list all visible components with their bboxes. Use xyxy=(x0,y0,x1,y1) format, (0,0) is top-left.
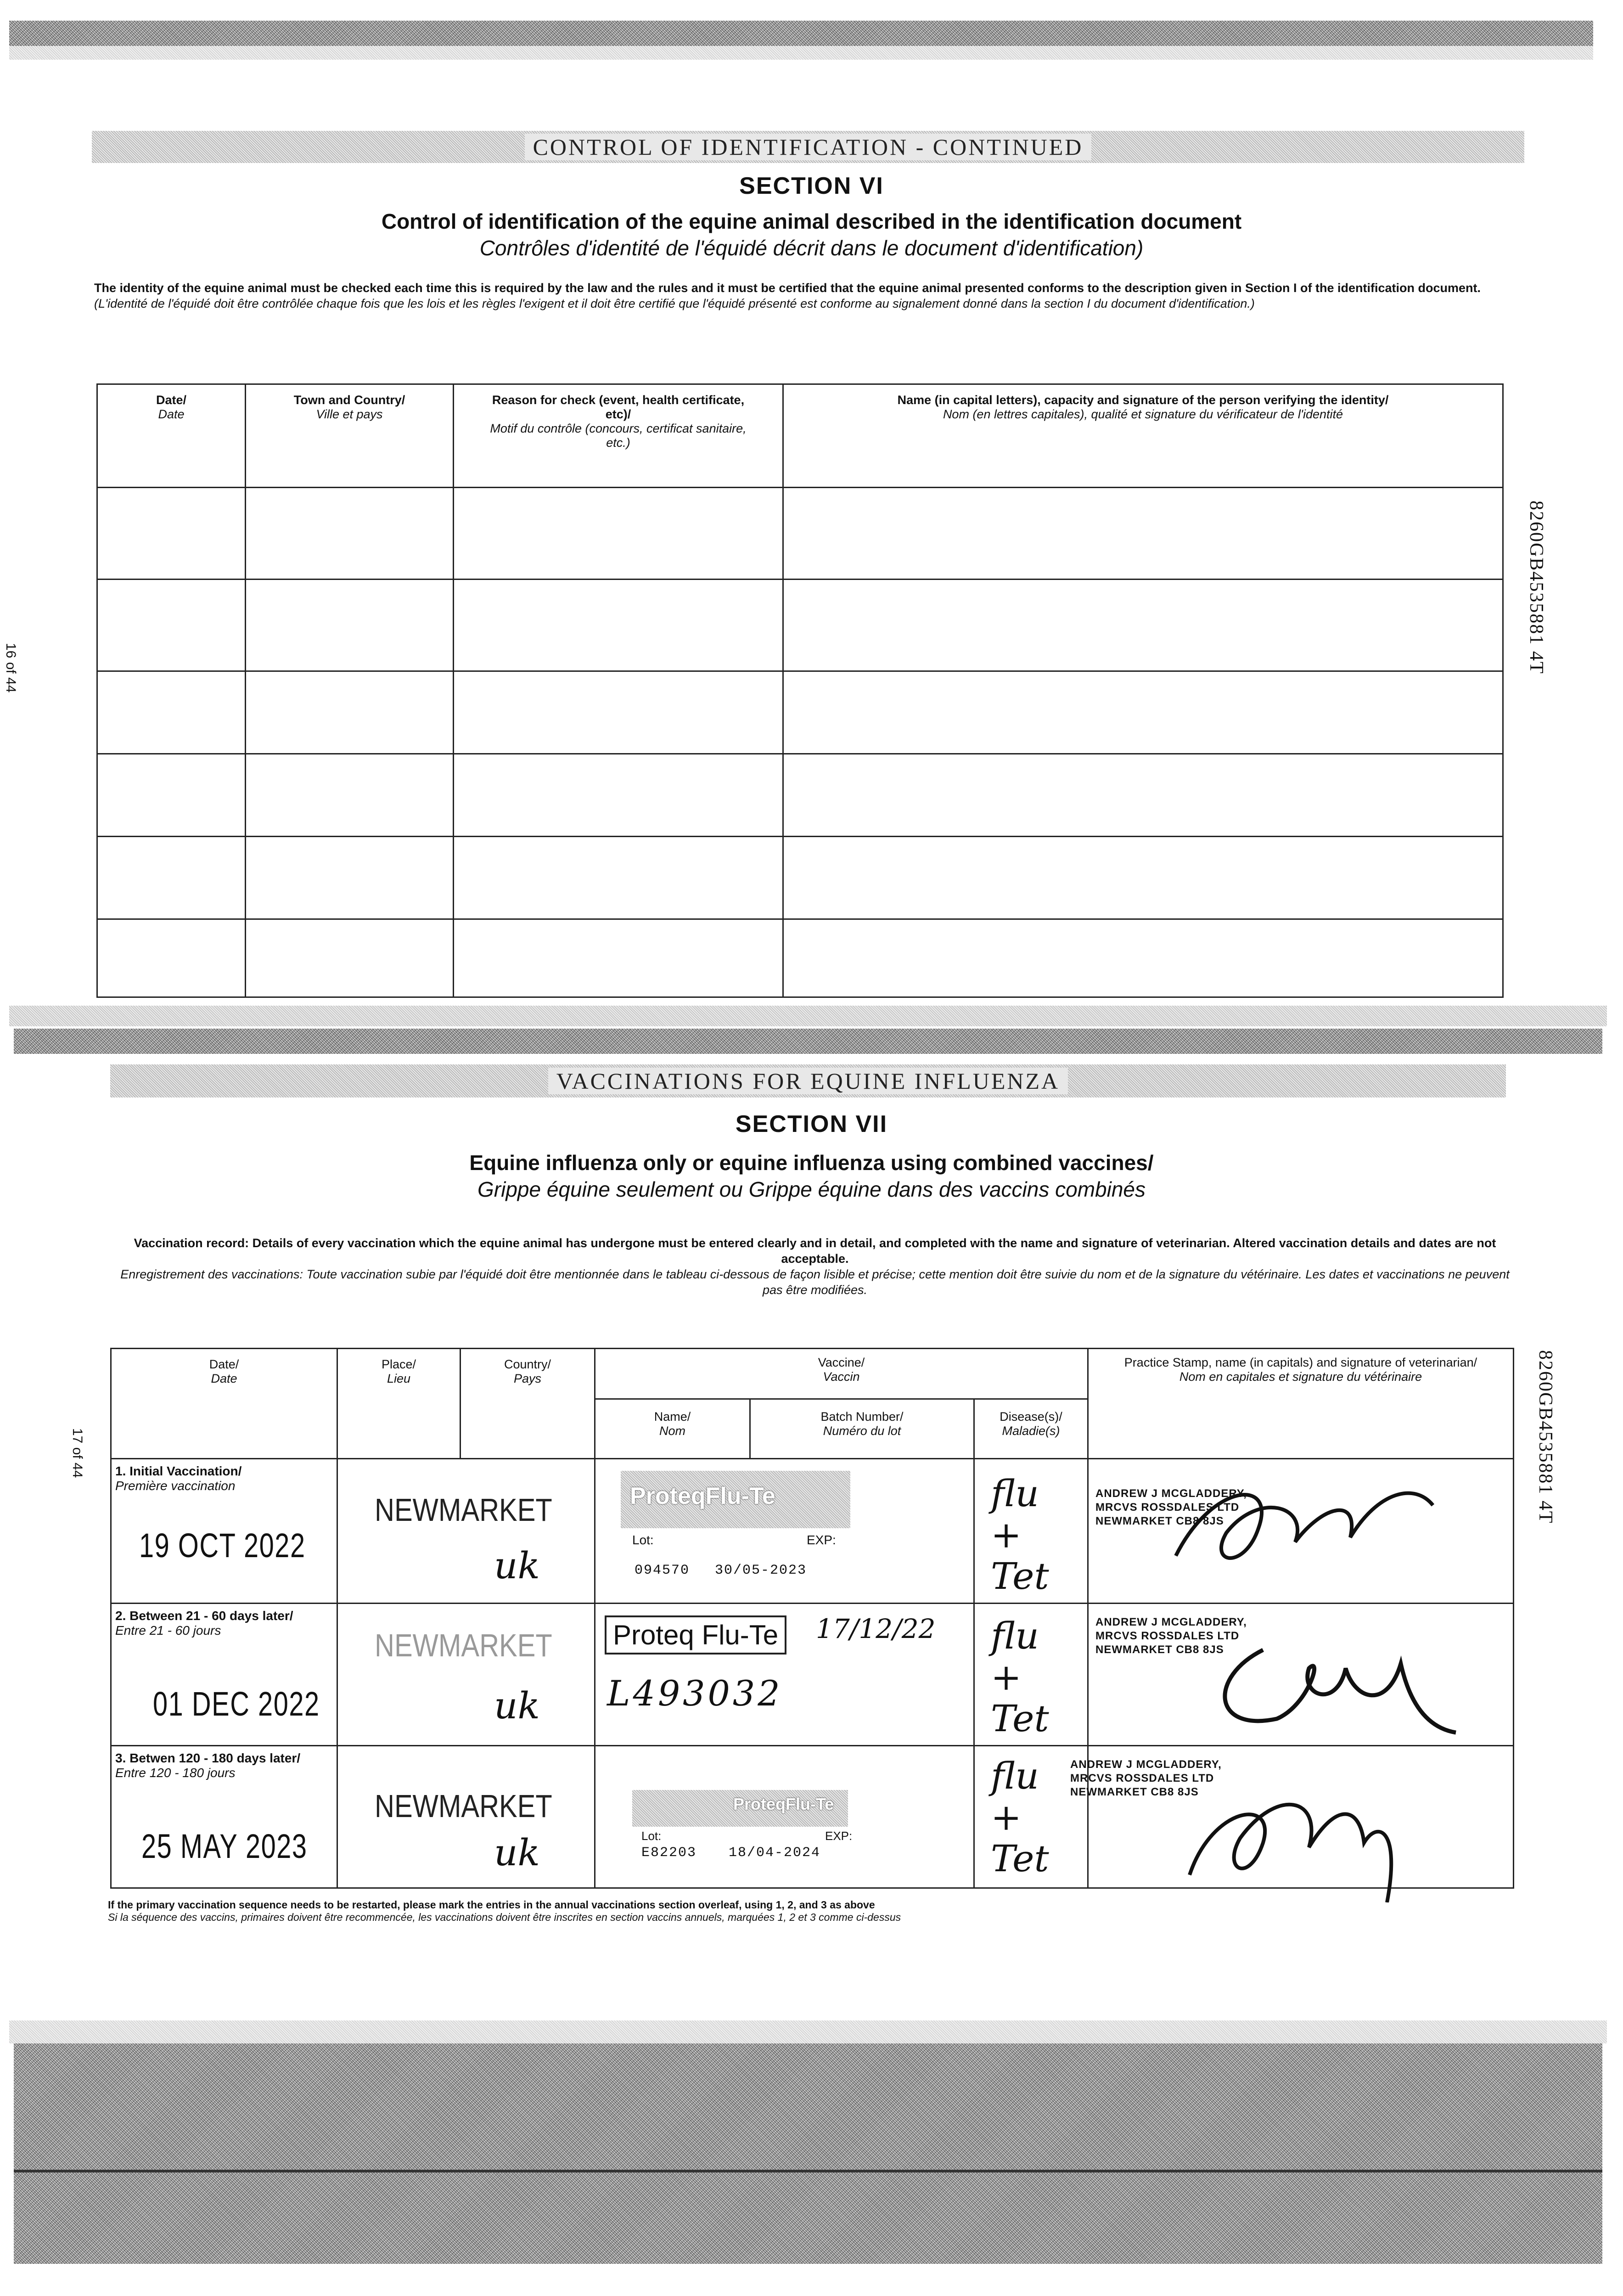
section6-heading: SECTION VI xyxy=(739,173,884,199)
vet-signature xyxy=(1171,1613,1493,1742)
cell[interactable] xyxy=(783,488,1503,580)
col-batch-header: Batch Number/ Numéro du lot xyxy=(820,1410,904,1438)
cell[interactable] xyxy=(97,919,246,997)
disease-value: flu + Tet xyxy=(991,1755,1049,1880)
cell[interactable] xyxy=(246,754,454,837)
batch-date: 17/12/22 xyxy=(816,1613,936,1644)
place-value: NEWMARKET xyxy=(375,1492,552,1528)
cell[interactable] xyxy=(783,580,1503,671)
scan-noise-top xyxy=(9,21,1593,46)
vaccine-name: Proteq Flu-Te xyxy=(605,1615,786,1654)
vaccination-footnote xyxy=(108,1899,1513,1924)
row-label: 3. Betwen 120 - 180 days later/ Entre 120 - 180 jours xyxy=(115,1751,301,1780)
vaccination-date: 25 MAY 2023 xyxy=(141,1827,308,1865)
country-value: uk xyxy=(494,1831,540,1874)
vet-stamp: ANDREW J MCGLADDERY, MRCVS ROSSDALES LTD NEWMARKET CB8 8JS xyxy=(1070,1758,1222,1798)
country-value: uk xyxy=(494,1684,540,1727)
country-value: uk xyxy=(494,1544,540,1587)
section7-banner xyxy=(110,1064,1506,1097)
cell[interactable] xyxy=(783,754,1503,837)
table-row xyxy=(97,488,1503,580)
vaccination-date: 19 OCT 2022 xyxy=(139,1526,306,1564)
vet-stamp: ANDREW J MCGLADDERY, MRCVS ROSSDALES LTD NEWMARKET CB8 8JS xyxy=(1095,1616,1247,1656)
section7-title-en: Equine influenza only or equine influenza using combined vaccines/ xyxy=(469,1151,1154,1175)
cell[interactable] xyxy=(454,488,783,580)
cell[interactable] xyxy=(97,671,246,754)
disease-value: flu + Tet xyxy=(991,1615,1049,1740)
side-reference-top: 8260GB4535881 4T xyxy=(1526,501,1547,675)
table-row xyxy=(97,754,1503,837)
cell[interactable] xyxy=(246,919,454,997)
batch-lot-label: Lot: xyxy=(641,1829,662,1843)
cell[interactable] xyxy=(454,671,783,754)
section6-title-fr: Contrôles d'identité de l'équidé décrit dans le document d'identification) xyxy=(479,236,1144,260)
batch-number: L493032 xyxy=(607,1673,783,1714)
page-number-top: 16 of 44 xyxy=(3,643,18,693)
cell[interactable] xyxy=(246,837,454,919)
section6-note-en: The identity of the equine animal must be checked each time this is required by the law and the rules and it must be certified that the equine animal presented conforms to the description given in Section I of the identification document. xyxy=(94,281,1481,295)
cell[interactable] xyxy=(454,919,783,997)
batch-number: 094570 xyxy=(635,1563,690,1578)
vaccination-table xyxy=(110,1348,1514,1889)
batch-exp-label: EXP: xyxy=(825,1829,853,1843)
vaccine-name: ProteqFlu-Te xyxy=(630,1483,775,1509)
table-row xyxy=(97,919,1503,997)
section7-title-fr: Grippe équine seulement ou Grippe équine dans des vaccins combinés xyxy=(477,1177,1146,1201)
vaccination-date: 01 DEC 2022 xyxy=(153,1685,320,1723)
batch-number: E82203 xyxy=(641,1845,697,1861)
scan-noise-middle-dark xyxy=(14,1029,1602,1054)
cell[interactable] xyxy=(454,837,783,919)
table-row xyxy=(111,1604,1514,1746)
section6-note xyxy=(94,280,1481,311)
table-row xyxy=(97,837,1503,919)
table-row xyxy=(111,1459,1514,1604)
batch-exp-label: EXP: xyxy=(807,1533,836,1547)
section6-banner xyxy=(92,131,1524,163)
batch-lot-label: Lot: xyxy=(632,1533,654,1547)
cell[interactable] xyxy=(783,671,1503,754)
scan-noise-middle xyxy=(9,1006,1607,1026)
place-value: NEWMARKET xyxy=(375,1627,552,1663)
section6-banner-text: CONTROL OF IDENTIFICATION - CONTINUED xyxy=(525,134,1092,160)
scan-line-bottom xyxy=(14,2170,1602,2172)
row-label: 1. Initial Vaccination/ Première vaccination xyxy=(115,1464,242,1493)
cell[interactable] xyxy=(97,754,246,837)
section7-record-fr: Enregistrement des vaccinations: Toute vaccination subie par l'équidé doit être mentionnée dans le tableau ci-dessous de façon lisible et précise; cette mention doit être suivie du nom et de la signature du vétérinaire. Les dates et vaccinations ne peuvent pas être modifiées. xyxy=(120,1267,1510,1297)
col-vaccine-header: Vaccine/ Vaccin xyxy=(818,1356,865,1384)
col-date-header: Date/ Date xyxy=(209,1357,239,1385)
col-disease-header: Disease(s)/ Maladie(s) xyxy=(1000,1410,1062,1438)
cell[interactable] xyxy=(97,837,246,919)
vet-signature xyxy=(1157,1464,1456,1593)
place-value: NEWMARKET xyxy=(375,1788,552,1824)
cell[interactable] xyxy=(246,580,454,671)
section7-record-en: Vaccination record: Details of every vaccination which the equine animal has undergone must be entered clearly and in detail, and completed with the name and signature of veterinarian. Altered vaccination details and dates are not acceptable. xyxy=(134,1236,1496,1266)
cell[interactable] xyxy=(246,488,454,580)
section6-title-en: Control of identification of the equine animal described in the identification document xyxy=(381,209,1242,233)
footnote-en: If the primary vaccination sequence needs to be restarted, please mark the entries in the annual vaccinations section overleaf, using 1, 2, and 3 as above xyxy=(108,1899,875,1911)
scan-noise-top-light xyxy=(9,46,1593,60)
page-number-bottom: 17 of 44 xyxy=(70,1428,85,1478)
disease-value: flu + Tet xyxy=(991,1472,1049,1598)
col-practice-header: Practice Stamp, name (in capitals) and signature of veterinarian/ Nom en capitales et signature du vétérinaire xyxy=(1124,1356,1477,1384)
table-row xyxy=(97,671,1503,754)
identity-check-table xyxy=(96,383,1504,998)
section7-heading: SECTION VII xyxy=(735,1111,888,1137)
row-label: 2. Between 21 - 60 days later/ Entre 21 - 60 jours xyxy=(115,1609,293,1638)
cell[interactable] xyxy=(454,580,783,671)
cell[interactable] xyxy=(783,919,1503,997)
scan-noise-bottom-light xyxy=(9,2020,1607,2043)
col-country-header: Country/ Pays xyxy=(504,1357,551,1385)
cell[interactable] xyxy=(783,837,1503,919)
cell[interactable] xyxy=(246,671,454,754)
cell[interactable] xyxy=(454,754,783,837)
col-name-header: Name/ Nom xyxy=(654,1410,691,1438)
table-row xyxy=(111,1746,1514,1888)
side-reference-bottom: 8260GB4535881 4T xyxy=(1535,1350,1556,1524)
section7-banner-text: VACCINATIONS FOR EQUINE INFLUENZA xyxy=(548,1068,1068,1094)
vet-signature xyxy=(1171,1765,1410,1902)
cell[interactable] xyxy=(97,580,246,671)
batch-expiry: 18/04-2024 xyxy=(729,1845,821,1861)
section7-record xyxy=(119,1235,1511,1298)
section6-note-fr: (L'identité de l'équidé doit être contrôlée chaque fois que les lois et les règles l'exigent et il doit être certifié que l'équidé présenté est conforme au signalement donné dans la section I du document d'identification.) xyxy=(94,297,1255,310)
col-verifier-header: Name (in capital letters), capacity and signature of the person verifying the identity/ Nom (en lettres capitales), qualité et signature du vérificateur de l'identité xyxy=(897,393,1389,421)
vet-stamp: ANDREW J MCGLADDERY, MRCVS ROSSDALES LTD NEWMARKET CB8 8JS xyxy=(1095,1487,1247,1527)
col-date-header: Date/ Date xyxy=(156,393,187,421)
vaccine-name: ProteqFlu-Te xyxy=(733,1795,834,1813)
cell[interactable] xyxy=(97,488,246,580)
col-reason-header: Reason for check (event, health certificate, etc)/ Motif du contrôle (concours, certificat sanitaire, etc.) xyxy=(490,393,747,450)
scan-noise-bottom xyxy=(14,2043,1602,2264)
table-row xyxy=(97,580,1503,671)
batch-expiry: 30/05-2023 xyxy=(715,1563,807,1578)
col-town-header: Town and Country/ Ville et pays xyxy=(293,393,405,421)
footnote-fr: Si la séquence des vaccins, primaires doivent être recommencée, les vaccinations doivent être inscrites en section vaccins annuels, marquées 1, 2 et 3 comme ci-dessus xyxy=(108,1911,901,1923)
col-place-header: Place/ Lieu xyxy=(381,1357,416,1385)
